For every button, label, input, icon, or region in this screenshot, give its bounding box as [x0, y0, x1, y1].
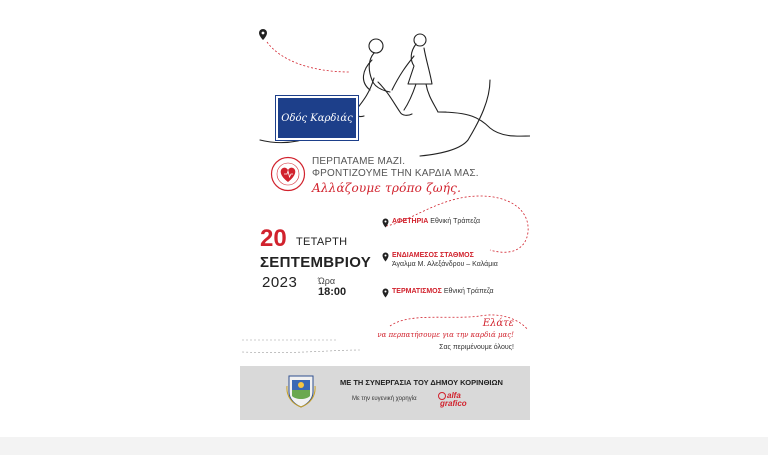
campaign-slogan: [312, 156, 512, 194]
invite-line-1: Ελάτε: [482, 318, 514, 329]
route-stop-label: ΕΝΔΙΑΜΕΣΟΣ ΣΤΑΘΜΟΣ: [392, 252, 474, 259]
street-sign-text: Οδός Καρδιάς: [281, 112, 353, 124]
sponsor-logo: [438, 392, 467, 408]
slogan-line-2: ΦΡΟΝΤΙΖΟΥΜΕ ΤΗΝ ΚΑΡΔΙΑ ΜΑΣ.: [312, 168, 479, 179]
sponsor-logo-line-1: alfa: [447, 391, 461, 401]
partnership-panel: [240, 366, 530, 420]
route-stop-place: Άγαλμα Μ. Αλεξάνδρου – Καλάμια: [392, 261, 498, 268]
event-time: 18:00: [318, 286, 347, 298]
slogan-line-3: Αλλάζουμε τρόπο ζωής.: [312, 181, 462, 195]
route-stop-place: Εθνική Τράπεζα: [443, 288, 494, 295]
invitation-text: [340, 318, 514, 351]
walking-woman-drawing: [392, 34, 530, 156]
event-day-number: 20: [260, 225, 287, 252]
page-bottom-band: [0, 437, 768, 455]
partnership-title: ΜΕ ΤΗ ΣΥΝΕΡΓΑΣΙΑ ΤΟΥ ΔΗΜΟΥ ΚΟΡΙΝΘΙΩΝ: [340, 378, 503, 387]
slogan-line-1: ΠΕΡΠΑΤΑΜΕ ΜΑΖΙ.: [312, 156, 406, 167]
route-stop-finish: [382, 288, 494, 298]
event-time-label: Ώρα: [318, 276, 336, 286]
route-stop-place: Εθνική Τράπεζα: [430, 218, 481, 225]
map-pin-icon: [382, 218, 389, 228]
route-stop-label: ΤΕΡΜΑΤΙΣΜΟΣ: [392, 288, 442, 295]
invite-line-3: Σας περιμένουμε όλους!: [439, 344, 514, 351]
map-pin-icon: [382, 252, 389, 262]
event-month: ΣΕΠΤΕΜΒΡΙΟΥ: [260, 254, 372, 271]
route-stop-start: [382, 218, 480, 228]
event-weekday: ΤΕΤΑΡΤΗ: [296, 236, 348, 248]
sponsor-logo-line-2: grafico: [440, 399, 467, 409]
heart-foundation-seal-icon: [270, 156, 306, 192]
route-stop-middle: [382, 252, 498, 268]
municipality-crest-icon: [286, 372, 316, 408]
event-poster: [240, 0, 530, 420]
map-pin-icon: [259, 29, 267, 40]
invite-line-2: να περπατήσουμε για την καρδιά μας!: [377, 331, 514, 339]
line-art-couple-illustration: [240, 0, 530, 420]
sponsor-caption: Με την ευγενική χορηγία: [352, 396, 417, 402]
map-pin-icon: [382, 288, 389, 298]
street-sign: [276, 96, 358, 140]
route-stop-label: ΑΦΕΤΗΡΙΑ: [392, 218, 429, 225]
event-year: 2023: [262, 274, 298, 291]
